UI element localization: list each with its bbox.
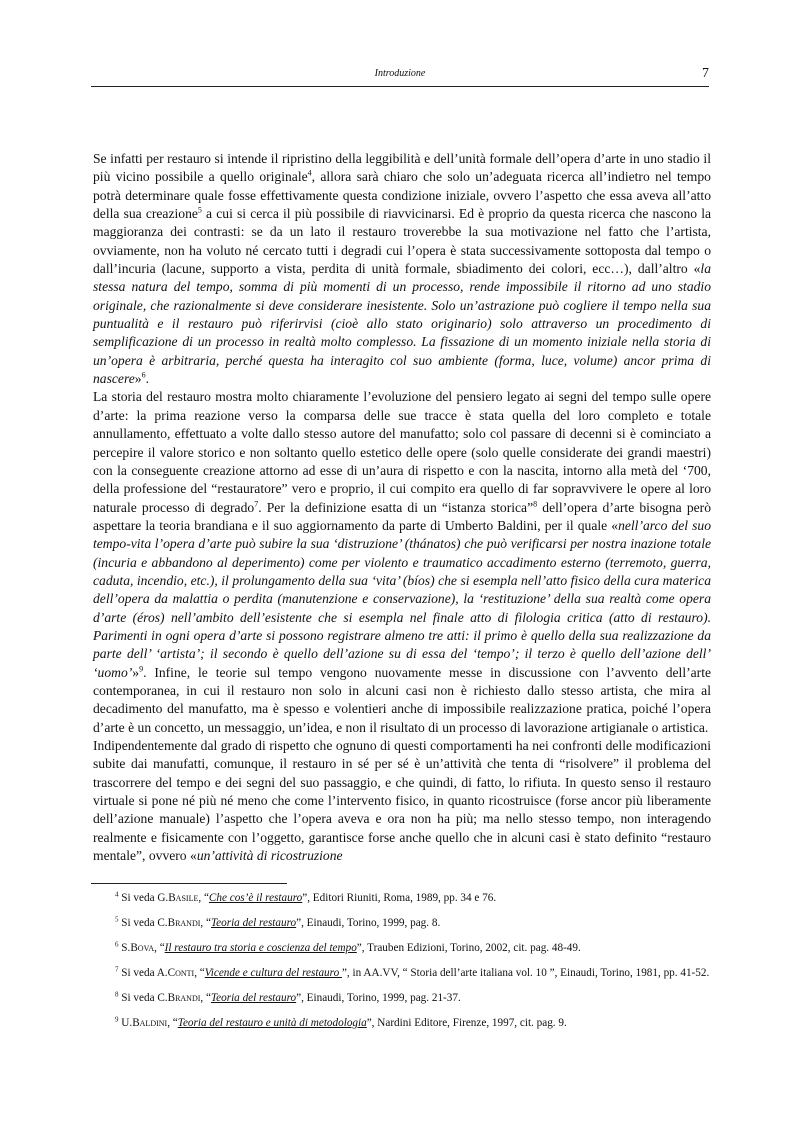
- work-title: Teoria del restauro e unità di metodologia: [177, 1017, 367, 1029]
- footnote-number: 9: [115, 1015, 119, 1024]
- text-run: . Per la definizione esatta di un “istanza storica”: [258, 499, 534, 515]
- work-title: Teoria del restauro: [210, 992, 297, 1004]
- text-run: La storia del restauro mostra molto chiaramente l’evoluzione del pensiero legato ai segni del tempo sulle opere d’arte: la prima reazione verso la comparsa delle sue tracce è stata quella del loro completo e totale annullamento, effettuato a volte dallo stesso autore del manufatto; solo col passare di decenni si è cominciato a percepire il valore storico e non soltanto quello estetico delle opere (solo quelle considerate dei grandi maestri) con la conseguente creazione attorno ad esse di un’aura di rispetto e con la nascita, intorno alla metà del ‘700, della professione del “restauratore” vero e proprio, il cui compito era quello di far sopravvivere le opere al loro naturale processo di degrado: [93, 389, 711, 515]
- footnote: [93, 915, 711, 931]
- footnote-ref: 9: [139, 664, 144, 674]
- text-run: »: [132, 664, 140, 680]
- footnote-ref: 4: [307, 168, 312, 178]
- footnote-separator: [91, 883, 287, 884]
- quotation: nell’arco del suo tempo-vita l’opera d’arte può subire la sua ‘distruzione’ (thánatos) che può verificarsi per nostra inazione totale (incuria e abbandono al deperimento) come per violento e traumatico accadimento esterno (terremoto, guerra, caduta, incendio, etc.), il prolungamento della sua ‘vita’ (bíos) che si esempla nell’atto fisico della cura materica dell’opera da malattia o perdita (manutenzione e conservazione), la ‘restituzione’ della sua realtà come opera d’arte (éros) nell’ambito dell’esistente che si esempla nel finale atto di filologia critica (atto di restauro). Parimenti in ogni opera d’arte si possono registrare almeno tre atti: il primo è quello della sua realizzazione da parte dell’ ‘artista’; il secondo è quello dell’azione su di essa del ‘tempo’; il terzo è quello dell’azione dell’ ‘uomo’: [93, 517, 711, 680]
- footnote-number: 4: [115, 890, 119, 899]
- work-title: Che cos’è il restauro: [208, 892, 303, 904]
- author-name: Bova: [130, 942, 155, 954]
- paragraph-2: [93, 388, 711, 737]
- footnote-text: , “: [200, 917, 211, 929]
- running-title: Introduzione: [374, 68, 426, 79]
- footnote-text: ”, in AA.VV, “ Storia dell’arte italiana vol. 10 ”, Einaudi, Torino, 1981, pp. 41-52.: [341, 967, 710, 979]
- paragraph-1: [93, 150, 711, 388]
- footnote-ref: 8: [533, 499, 538, 508]
- footnote-text: Si veda C.: [121, 917, 168, 929]
- footnote-text: U.: [121, 1017, 133, 1029]
- text-run: Indipendentemente dal grado di rispetto che ognuno di questi comportamenti ha nei confronti delle modificazioni subite dai manufatti, comunque, il restauro in sé per sé è un’attività che tenta di “risolvere” il problema del trascorrere del tempo e dei segni del suo passaggio, e che quindi, di fatto, lo rifiuta. In questo senso il restauro virtuale si pone né più né meno che come l’intervento fisico, in quanto ricostruisce (forse ancor più liberamente dell’azione manuale) l’aspetto che l’opera aveva e ora non ha più; ma nello stesso tempo, non interagendo realmente e fisicamente con l’oggetto, garantisce forse anche quello che in alcuni casi è stato definito “restauro mentale”, ovvero «: [93, 738, 711, 864]
- body-text: [93, 150, 711, 865]
- footnote: [93, 965, 711, 981]
- footnote-text: Si veda C.: [121, 992, 168, 1004]
- footnote-text: , “: [167, 1017, 178, 1029]
- work-title: Teoria del restauro: [210, 917, 297, 929]
- footnote-ref: 5: [197, 205, 202, 215]
- text-run: , allora sarà chiaro che solo un’adeguata ricerca all’indietro nel tempo potrà determinare quale fosse effettivamente questa condizione iniziale, ovvero l’aspetto che essa aveva all’atto della sua creazione: [93, 169, 711, 222]
- footnote-number: 8: [115, 990, 119, 999]
- footnote-ref: 6: [141, 370, 146, 380]
- work-title: Il restauro tra storia e coscienza del tempo: [164, 942, 357, 954]
- footnote: [93, 940, 711, 956]
- footnote-number: 6: [115, 940, 119, 949]
- footnote: [93, 1015, 711, 1031]
- text-run: . Infine, le teorie sul tempo vengono nuovamente messe in discussione con l’avvento dell’arte contemporanea, in cui il restauro non solo in alcuni casi non è richiesto dallo stesso artista, che mira al decadimento del manufatto, ma è spesso e volentieri anche di impossibile realizzazione pratica, poiché l’opera d’arte è un concetto, un messaggio, un’idea, e non il risultato di un processo di lavorazione artigianale o artistica.: [93, 664, 711, 735]
- paragraph-3: [93, 737, 711, 865]
- text-run: »: [134, 371, 142, 387]
- footnotes: [93, 890, 711, 1040]
- author-name: Conti: [167, 967, 195, 979]
- text-run: a cui si cerca il più possibile di riavvicinarsi. Ed è proprio da questa ricerca che nascono la maggioranza dei contrasti: se da un lato il restauro troverebbe la sua motivazione nel fatto che l’artista, ovviamente, non ha voluto né cercato tutti i degradi cui l’opera è stata successivamente sottoposta dal tempo o dall’incuria (lacune, supporto a vista, perdita di unità formale, sbiadimento dei colori, ecc…), dall’altro «: [93, 206, 711, 277]
- footnote-text: ”, Einaudi, Torino, 1999, pag. 21-37.: [296, 992, 461, 1004]
- footnote-text: , “: [194, 967, 205, 979]
- footnote-text: S.: [121, 942, 131, 954]
- footnote-text: Si veda G.: [121, 892, 169, 904]
- page-number: 7: [702, 66, 709, 81]
- footnote-text: ”, Nardini Editore, Firenze, 1997, cit. pag. 9.: [366, 1017, 567, 1029]
- author-name: Basile: [168, 892, 199, 904]
- text-run: .: [145, 371, 149, 387]
- footnote: [93, 890, 711, 906]
- footnote-ref: 7: [254, 499, 259, 508]
- footnote-text: ”, Einaudi, Torino, 1999, pag. 8.: [296, 917, 441, 929]
- footnote: [93, 990, 711, 1006]
- footnote-text: ”, Trauben Edizioni, Torino, 2002, cit. pag. 48-49.: [356, 942, 581, 954]
- quotation: la stessa natura del tempo, somma di più momenti di un processo, rende impossibile il ritorno ad uno stadio originale, che razionalmente si deve considerare inesistente. Solo un’astrazione può cogliere il tempo nella sua puntualità e il restauro può riferirvisi (cioè allo stato originario) solo attraverso un procedimento di semplificazione di un processo in realtà molto complesso. La fissazione di un momento iniziale nella storia di un’opera è arbitraria, perché questa ha interagito col suo ambiente (forma, luce, volume) ancor prima di nascere: [93, 261, 711, 387]
- text-run: dell’opera d’arte bisogna però aspettare la teoria brandiana e il suo aggiornamento da parte di Umberto Baldini, per il quale «: [93, 499, 711, 533]
- author-name: Baldini: [132, 1017, 168, 1029]
- author-name: Brandi: [167, 917, 201, 929]
- text-run: Se infatti per restauro si intende il ripristino della leggibilità e dell’unità formale dell’opera d’arte in uno stadio il più vicino possibile a quello originale: [93, 151, 711, 185]
- quotation: un’attività di ricostruzione: [196, 848, 343, 864]
- footnote-text: , “: [200, 992, 211, 1004]
- footnote-text: Si veda A.: [121, 967, 168, 979]
- footnote-text: ”, Editori Riuniti, Roma, 1989, pp. 34 e 76.: [302, 892, 497, 904]
- footnote-number: 7: [115, 965, 119, 974]
- footnote-text: , “: [198, 892, 209, 904]
- footnote-text: , “: [154, 942, 165, 954]
- work-title: Vicende e cultura del restauro: [204, 967, 342, 979]
- author-name: Brandi: [167, 992, 201, 1004]
- footnote-number: 5: [115, 915, 119, 924]
- page-header: [91, 64, 709, 87]
